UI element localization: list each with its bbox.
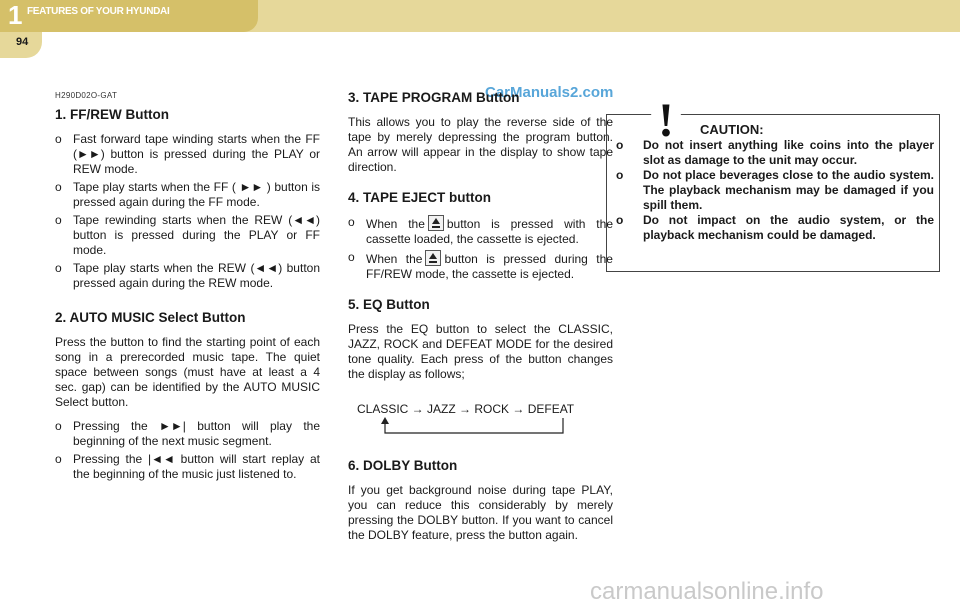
section-tape-program-body: This allows you to play the reverse side of the tape by merely depressing the program button. An arrow will appear in the display to show tape direction. [348, 115, 613, 174]
svg-text:!: ! [658, 94, 674, 140]
section-tape-eject-list [348, 215, 613, 282]
section-dolby-title: 6. DOLBY Button [348, 458, 458, 473]
caution-list [616, 138, 934, 243]
section-tape-program-title: 3. TAPE PROGRAM Button [348, 90, 520, 105]
list-item: o Tape play starts when the REW (◄◄) button pressed again during the REW mode. [55, 261, 320, 290]
column-middle [348, 90, 613, 552]
section-dolby-body: If you get background noise during tape PLAY, you can reduce this considerably by merely pressing the DOLBY button. If you want to cancel the DOLBY feature, press the button again. [348, 483, 613, 542]
list-item: o Pressing the |◄◄ button will start replay at the beginning of the music just listened to. [55, 452, 320, 481]
list-item: o Do not insert anything like coins into the player slot as damage to the unit may occur. [616, 138, 934, 167]
section-auto-music-body: Press the button to find the starting point of each song in a prerecorded music tape. The quiet space between songs (must have at least a 4 sec. gap) can be identified by the AUTO MUSIC Select button. [55, 335, 320, 409]
eject-icon [425, 250, 441, 266]
eq-cycle-diagram [348, 396, 613, 444]
list-item: o Fast forward tape winding starts when the FF (►►) button is pressed during the PLAY or REW mode. [55, 132, 320, 176]
list-item: o Pressing the ►►| button will play the beginning of the next music segment. [55, 419, 320, 448]
list-item: o Do not impact on the audio system, or the playback mechanism could be damaged. [616, 213, 934, 242]
section-tape-eject-title: 4. TAPE EJECT button [348, 190, 492, 205]
page-number-tab [0, 32, 42, 58]
list-item: o When the button is pressed during the FF/REW mode, the cassette is ejected. [348, 250, 613, 281]
list-item: o Tape play starts when the FF ( ►► ) button is pressed again during the FF mode. [55, 180, 320, 209]
section-eq-title: 5. EQ Button [348, 297, 430, 312]
chapter-title: FEATURES OF YOUR HYUNDAI [27, 6, 170, 17]
section-eq-body: Press the EQ button to select the CLASSIC, JAZZ, ROCK and DEFEAT MODE for the desired tone quality. Each press of the button changes the display as follows; [348, 322, 613, 381]
column-left [55, 88, 320, 485]
section-auto-music-title: 2. AUTO MUSIC Select Button [55, 310, 246, 325]
list-item: o Do not place beverages close to the audio system. The playback mechanism may be damaged if you spill them. [616, 168, 934, 212]
watermark-bottom: carmanualsonline.info [590, 578, 824, 605]
chapter-number: 1 [8, 0, 23, 30]
list-item: o When the button is pressed with the cassette loaded, the cassette is ejected. [348, 215, 613, 246]
page-number: 94 [16, 36, 29, 48]
list-item: o Tape rewinding starts when the REW (◄◄) button is pressed during the PLAY or FF mode. [55, 213, 320, 257]
section-ffrew-list [55, 132, 320, 291]
doc-code: H290D02O-GAT [55, 91, 118, 100]
chapter-tab [0, 0, 258, 32]
warning-exclamation-icon [636, 86, 696, 140]
eject-icon [428, 215, 444, 231]
section-auto-music-list [55, 419, 320, 482]
eq-cycle-text: CLASSIC → JAZZ → ROCK → DEFEAT [357, 402, 575, 416]
watermark-top: CarManuals2.com [485, 84, 614, 101]
section-ffrew-title: 1. FF/REW Button [55, 107, 169, 122]
loop-back-arrow-icon [378, 416, 578, 438]
caution-title: CAUTION: [700, 122, 764, 137]
